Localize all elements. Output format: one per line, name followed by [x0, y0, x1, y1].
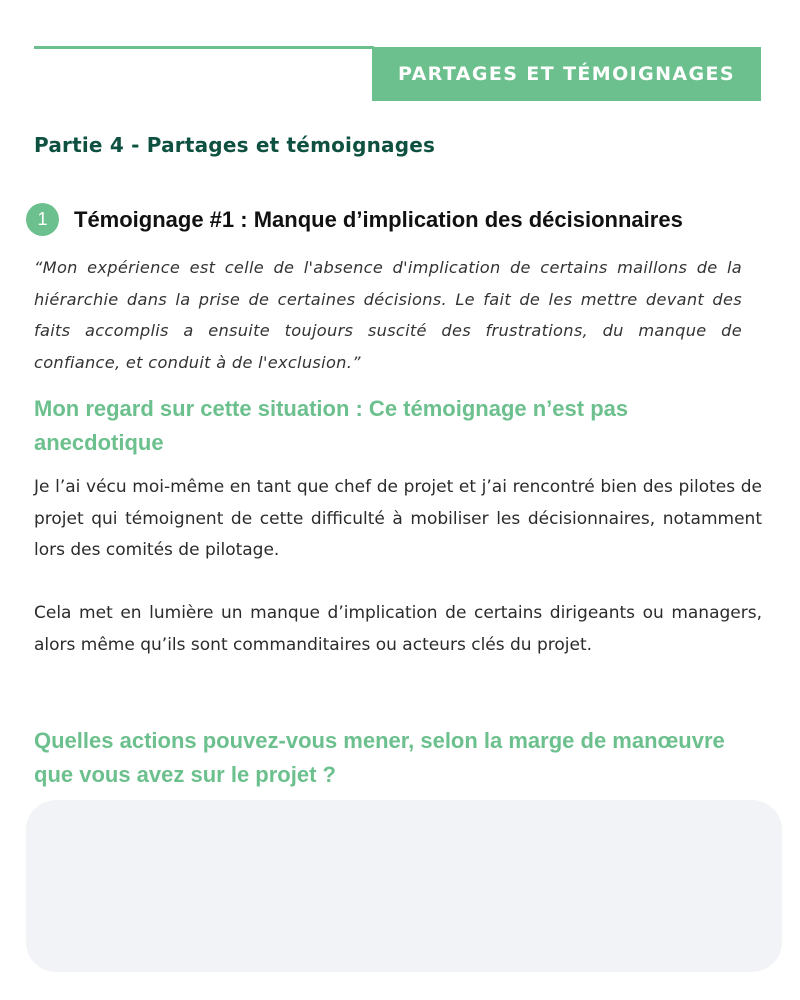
answer-box[interactable]	[26, 800, 782, 972]
header-rule	[34, 46, 374, 49]
testimony-heading	[26, 203, 683, 236]
analysis-paragraph: Je l’ai vécu moi-même en tant que chef de projet et j’ai rencontré bien des pilotes de projet qui témoignent de cette difficulté à mobiliser les décisionnaires, notamment lors des comités de pilotage.	[34, 477, 762, 560]
part-title: Partie 4 - Partages et témoignages	[34, 133, 436, 157]
testimony-quote: “Mon expérience est celle de l'absence d'implication de certains maillons de la hiérarchie dans la prise de certaines décisions. Le fait de les mettre devant des faits accomplis a ensuite toujours suscité des frustrations, du manque de confiance, et conduit à de l'exclusion.”	[34, 258, 742, 372]
section-banner: PARTAGES ET TÉMOIGNAGES	[372, 47, 761, 101]
analysis-title: Mon regard sur cette situation : Ce témoignage n’est pas anecdotique	[34, 396, 629, 455]
analysis-paragraph: Cela met en lumière un manque d’implication de certains dirigeants ou managers, alors même qu’ils sont commanditaires ou acteurs clés du projet.	[34, 603, 762, 655]
exercise-question: Quelles actions pouvez-vous mener, selon la marge de manœuvre que vous avez sur le projet ?	[34, 728, 725, 787]
number-badge: 1	[26, 203, 59, 236]
testimony-title: Témoignage #1 : Manque d’implication des décisionnaires	[74, 206, 683, 232]
